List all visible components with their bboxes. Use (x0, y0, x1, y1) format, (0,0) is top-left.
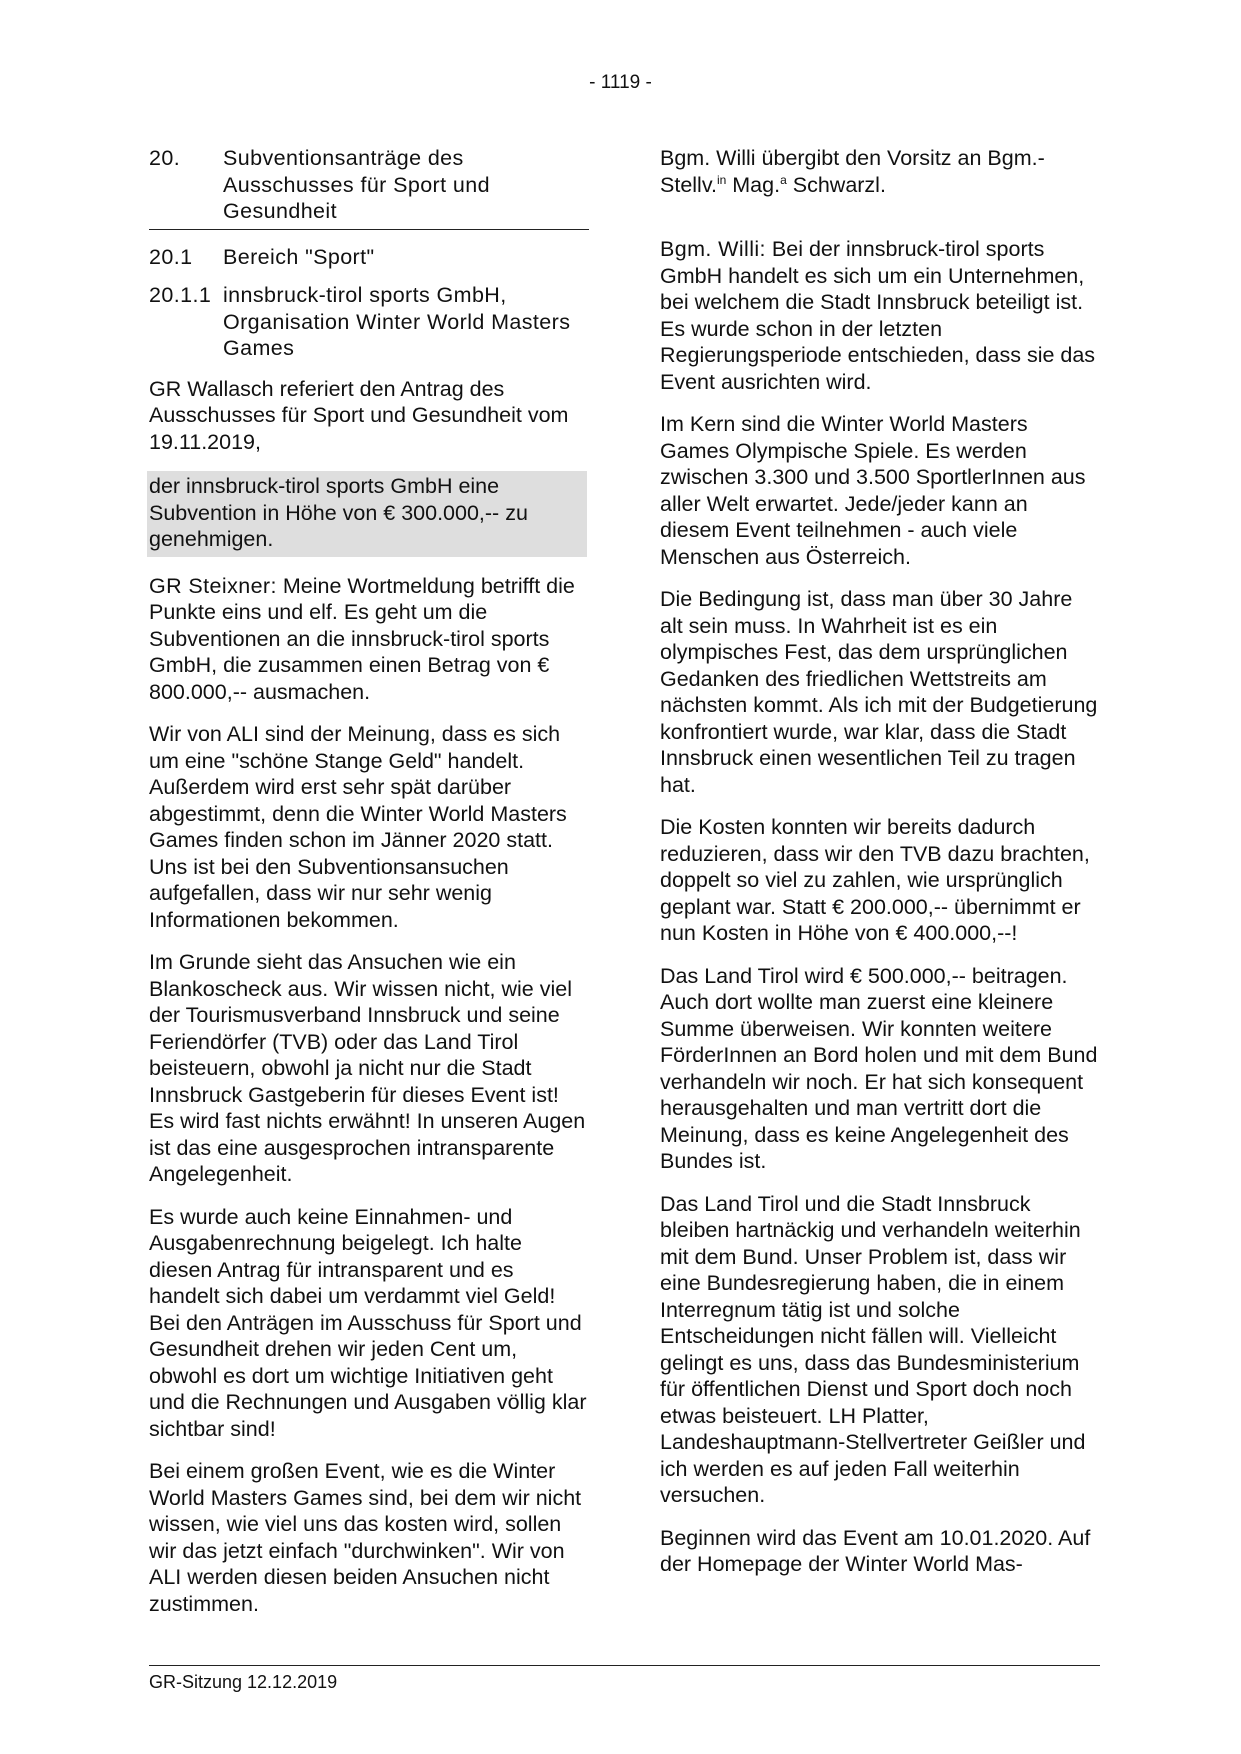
paragraph: Es wurde auch keine Einnahmen- und Ausgabenrechnung beigelegt. Ich halte diesen Antrag für intransparent und es handelt sich dabei um verdammt viel Geld! Bei den Anträgen im Ausschuss für Sport und Gesundheit drehen wir jeden Cent um, obwohl es dort um wichtige Initiativen geht und die Rechnungen und Ausgaben völlig klar sichtbar sind! (149, 1204, 587, 1441)
paragraph: Die Kosten konnten wir bereits dadurch reduzieren, dass wir den TVB dazu brachten, doppelt so viel zu zahlen, wie ursprünglich geplant war. Statt € 200.000,-- übernimmt er nun Kosten in Höhe von € 400.000,--! (660, 815, 1090, 945)
paragraph: Das Land Tirol wird € 500.000,-- beitragen. Auch dort wollte man zuerst eine kleinere Summe überweisen. Wir konnten weitere FörderInnen an Bord holen und mit dem Bund verhandeln wir noch. Er hat sich konsequent herausgehalten und man vertritt dort die Meinung, dass es keine Angelegenheit des Bundes ist. (660, 963, 1098, 1173)
paragraph-steixner (149, 573, 589, 706)
footer-text: GR-Sitzung 12.12.2019 (149, 1672, 338, 1692)
section-title: Subventionsanträge des Ausschusses für Sport und Gesundheit (223, 146, 490, 223)
paragraph: Die Bedingung ist, dass man über 30 Jahre alt sein muss. In Wahrheit ist es ein olympisches Fest, das dem ursprünglichen Gedanken des friedlichen Wettstreits am nächsten kommt. Als ich mit der Budgetierung konfrontiert wurde, war klar, dass die Stadt Innsbruck einen wesentlichen Teil zu tragen hat. (660, 587, 1098, 797)
section-heading-20 (149, 145, 589, 230)
paragraph-chair-handover (660, 145, 1100, 198)
paragraph: Im Grunde sieht das Ansuchen wie ein Blankoscheck aus. Wir wissen nicht, wie viel der Tourismusverband Innsbruck und seine Feriendörfer (TVB) oder das Land Tirol beisteuern, obwohl ja nicht nur die Stadt Innsbruck Gastgeberin für dieses Event ist! Es wird fast nichts erwähnt! In unseren Augen ist das eine ausgesprochen intransparente Angelegenheit. (149, 950, 586, 1186)
text: Mag. (726, 172, 781, 197)
section-number: 20.1.1 (149, 283, 212, 307)
paragraph: Das Land Tirol und die Stadt Innsbruck bleiben hartnäckig und verhandeln weiterhin mit dem Bund. Unser Problem ist, dass wir eine Bundesregierung haben, die in einem Interregnum tätig ist und solche Entscheidungen nicht fällen will. Vielleicht gelingt es uns, dass das Bundesministerium für öffentlichen Dienst und Sport doch noch etwas beisteuert. LH Platter, Landeshauptmann-Stellvertreter Geißler und ich werden es auf jeden Fall weiterhin versuchen. (660, 1191, 1086, 1507)
left-column (149, 145, 589, 1633)
section-number: 20.1 (149, 244, 193, 269)
speech-text: Bei der innsbruck-tirol sports GmbH handelt es sich um ein Unternehmen, bei welchem die Stadt Innsbruck beteiligt ist. Es wurde schon in der letzten Regierungsperiode entschieden, dass sie das Event ausrichten wird. (660, 237, 1096, 394)
section-number: 20. (149, 146, 181, 170)
page-number: - 1119 - (589, 72, 652, 93)
section-heading-20-1 (149, 244, 589, 271)
paragraph-willi (660, 236, 1100, 395)
superscript: in (716, 172, 727, 187)
paragraph: Im Kern sind die Winter World Masters Games Olympische Spiele. Es werden zwischen 3.300 und 3.500 SportlerInnen aus aller Welt erwartet. Jede/jeder kann an diesem Event teilnehmen - auch viele Menschen aus Österreich. (660, 412, 1086, 569)
speech-text: Meine Wortmeldung betrifft die Punkte eins und elf. Es geht um die Subventionen an die innsbruck-tirol sports GmbH, die zusammen einen Betrag von € 800.000,-- ausmachen. (149, 573, 575, 704)
speaker-name: GR Steixner: (149, 573, 277, 598)
right-column (660, 145, 1100, 1594)
footer-divider (149, 1665, 1100, 1666)
paragraph: Beginnen wird das Event am 10.01.2020. Auf der Homepage der Winter World Mas- (660, 1525, 1091, 1576)
section-heading-20-1-1 (149, 282, 589, 362)
section-title: innsbruck-tirol sports GmbH, Organisation Winter World Masters Games (223, 283, 571, 360)
text: Bgm. Willi übergibt den Vorsitz an Bgm.-Stellv. (660, 146, 1045, 197)
superscript: a (780, 172, 787, 187)
motion-highlight: der innsbruck-tirol sports GmbH eine Subvention in Höhe von € 300.000,-- zu genehmigen. (147, 471, 587, 557)
paragraph: Wir von ALI sind der Meinung, dass es sich um eine "schöne Stange Geld" handelt. Außerdem wird erst sehr spät darüber abgestimmt, denn die Winter World Masters Games finden schon im Jänner 2020 statt. Uns ist bei den Subventionsansuchen aufgefallen, dass wir nur sehr wenig Informationen bekommen. (149, 722, 567, 932)
section-title: Bereich "Sport" (223, 244, 375, 269)
paragraph: Bei einem großen Event, wie es die Winter World Masters Games sind, bei dem wir nicht wissen, wie viel uns das kosten wird, sollen wir das jetzt einfach "durchwinken". Wir von ALI werden diesen beiden Ansuchen nicht zustimmen. (149, 1459, 582, 1616)
paragraph-motion-intro: GR Wallasch referiert den Antrag des Ausschusses für Sport und Gesundheit vom 19.11.2019, (149, 376, 569, 454)
speaker-name: Bgm. Willi: (660, 237, 766, 261)
text: Schwarzl. (786, 172, 886, 197)
